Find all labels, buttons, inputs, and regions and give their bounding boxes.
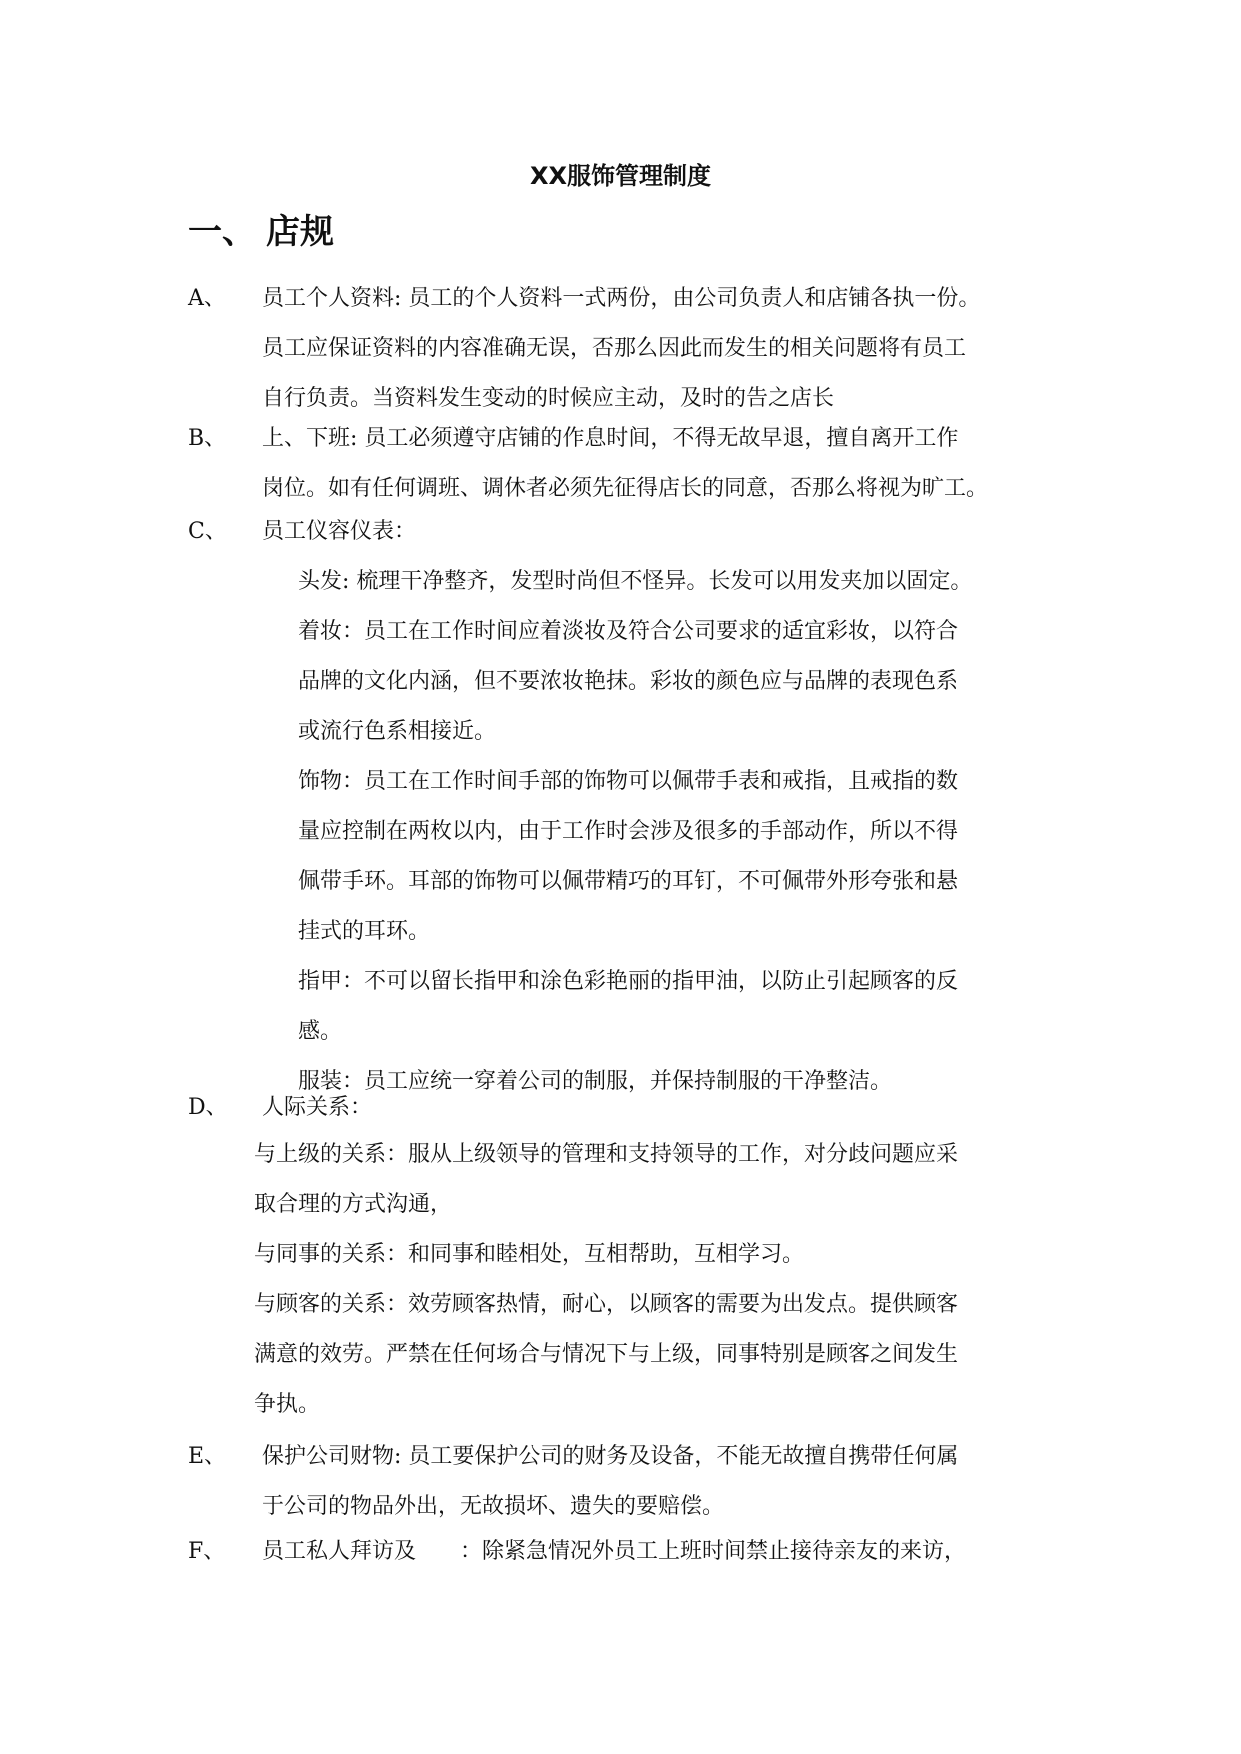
item-a-line: 自行负责。当资料发生变动的时候应主动，及时的告之店长 <box>262 386 835 411</box>
relations-line: 与上级的关系：服从上级领导的管理和支持领导的工作，对分歧问题应采 <box>254 1142 959 1167</box>
appearance-line: 佩带手环。耳部的饰物可以佩带精巧的耳钉，不可佩带外形夸张和悬 <box>298 869 959 894</box>
item-a-marker: A、 <box>188 286 226 311</box>
item-c-line: 员工仪容仪表： <box>262 519 417 544</box>
appearance-line: 指甲：不可以留长指甲和涂色彩艳丽的指甲油，以防止引起顾客的反 <box>298 969 959 994</box>
item-c-marker: C、 <box>188 519 227 544</box>
relations-line: 与顾客的关系：效劳顾客热情，耐心，以顾客的需要为出发点。提供顾客 <box>254 1292 959 1317</box>
appearance-line: 量应控制在两枚以内，由于工作时会涉及很多的手部动作，所以不得 <box>298 819 959 844</box>
section-title: 店规 <box>266 212 334 252</box>
item-d-sub-text <box>254 1130 958 1430</box>
appearance-line: 或流行色系相接近。 <box>298 719 497 744</box>
item-b-text <box>262 414 988 514</box>
item-a-line: 员工应保证资料的内容准确无误，否那么因此而发生的相关问题将有员工 <box>262 336 967 361</box>
appearance-line: 感。 <box>298 1019 343 1044</box>
item-f-text <box>262 1527 966 1577</box>
item-e-marker: E、 <box>188 1444 227 1469</box>
relations-line: 争执。 <box>254 1392 321 1417</box>
item-c-text <box>262 507 416 557</box>
item-b-line: 上、下班: 员工必须遵守店铺的作息时间，不得无故早退，擅自离开工作 <box>262 426 959 451</box>
item-b-marker: B、 <box>188 426 227 451</box>
appearance-line: 品牌的文化内涵，但不要浓妆艳抹。彩妆的颜色应与品牌的表现色系 <box>298 669 959 694</box>
item-e-line: 保护公司财物: 员工要保护公司的财务及设备，不能无故擅自携带任何属 <box>262 1444 959 1469</box>
section-heading <box>188 208 334 256</box>
item-e-text <box>262 1432 958 1532</box>
item-b-line: 岗位。如有任何调班、调休者必须先征得店长的同意，否那么将视为旷工。 <box>262 476 989 501</box>
relations-line: 满意的效劳。严禁在任何场合与情况下与上级，同事特别是顾客之间发生 <box>254 1342 959 1367</box>
item-e-line: 于公司的物品外出，无故损坏、遗失的要赔偿。 <box>262 1494 725 1519</box>
item-f-marker: F、 <box>188 1539 226 1564</box>
section-number: 一、 <box>188 212 256 252</box>
appearance-line: 挂式的耳环。 <box>298 919 431 944</box>
item-f-line: 员工私人拜访及 ：除紧急情况外员工上班时间禁止接待亲友的来访， <box>262 1539 967 1564</box>
appearance-line: 服装：员工应统一穿着公司的制服，并保持制服的干净整洁。 <box>298 1069 893 1094</box>
item-a-line: 员工个人资料: 员工的个人资料一式两份，由公司负责人和店铺各执一份。 <box>262 286 981 311</box>
item-a-text <box>262 274 980 424</box>
appearance-line: 头发: 梳理干净整齐，发型时尚但不怪异。长发可以用发夹加以固定。 <box>298 569 973 594</box>
appearance-line: 饰物：员工在工作时间手部的饰物可以佩带手表和戒指，且戒指的数 <box>298 769 959 794</box>
document-title: XX服饰管理制度 <box>529 162 711 190</box>
item-d-line: 人际关系： <box>262 1095 373 1120</box>
relations-line: 取合理的方式沟通， <box>254 1192 453 1217</box>
appearance-line: 着妆：员工在工作时间应着淡妆及符合公司要求的适宜彩妆，以符合 <box>298 619 959 644</box>
item-c-sub-text <box>298 557 972 1107</box>
relations-line: 与同事的关系：和同事和睦相处，互相帮助，互相学习。 <box>254 1242 805 1267</box>
item-d-marker: D、 <box>188 1095 228 1120</box>
item-d-text <box>262 1083 372 1133</box>
